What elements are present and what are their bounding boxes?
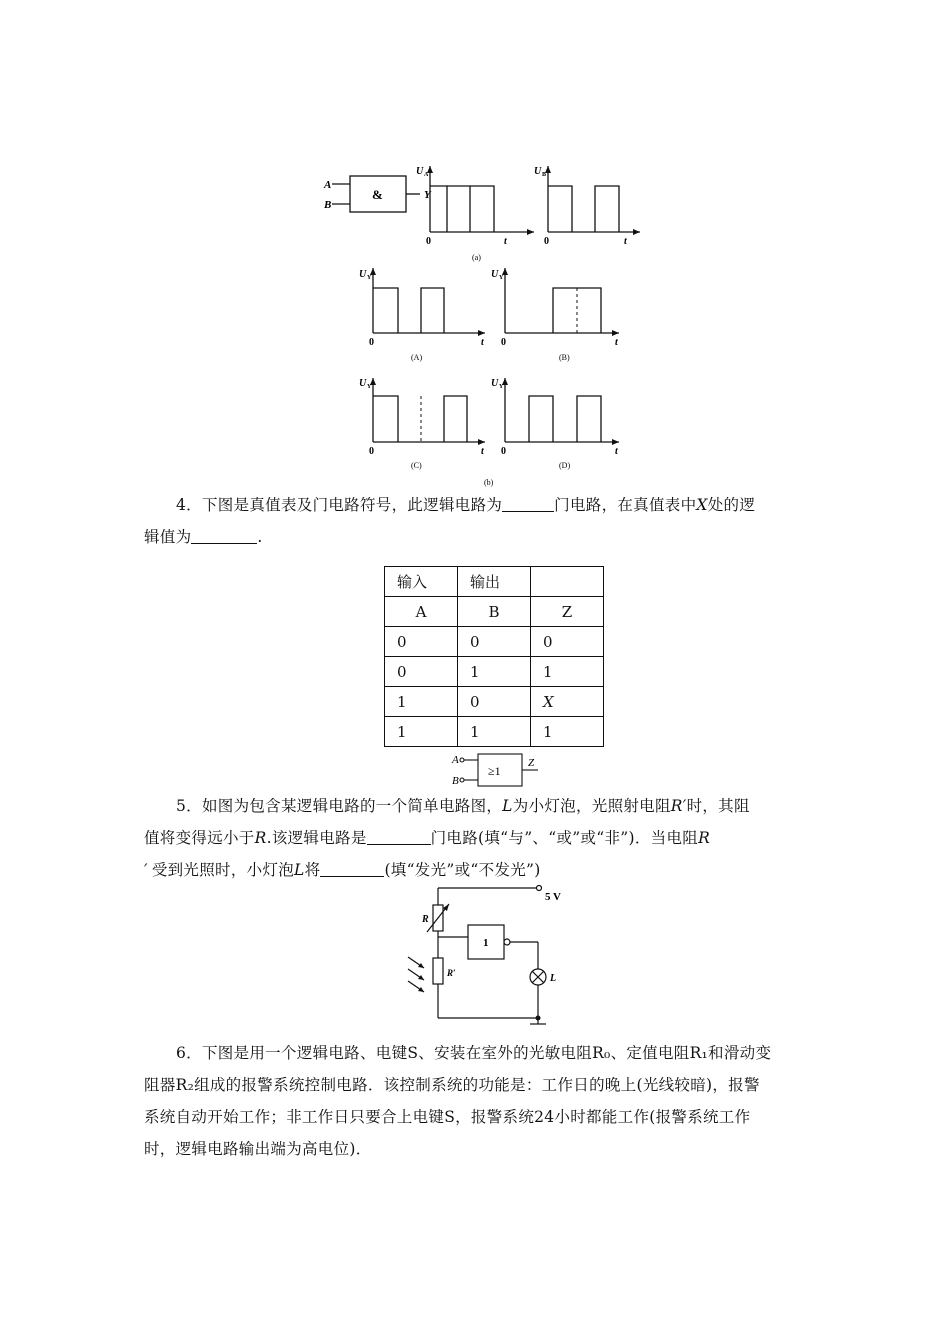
table-cell: 1: [458, 657, 531, 687]
uy-sub: Y: [367, 275, 372, 281]
table-row: [385, 597, 604, 627]
or-gate-symbol: [448, 750, 548, 790]
uy-label: U: [491, 269, 499, 280]
table-cell: 1: [385, 687, 458, 717]
q5-text: 时，其阻: [686, 797, 750, 815]
q5-text: 如图为包含某逻辑电路的一个简单电路图，: [201, 797, 503, 815]
t-axis: t: [481, 446, 484, 457]
question-number: 5．: [176, 797, 202, 815]
question-4: [144, 489, 812, 553]
and-symbol: &: [372, 187, 383, 202]
label-y: Y: [424, 189, 431, 201]
q4-text: 门电路，在真值表中: [554, 496, 697, 514]
r-label: R: [422, 914, 429, 925]
caption-b: (b): [484, 478, 494, 487]
table-header: [531, 567, 604, 597]
question-number: 6．: [176, 1044, 202, 1062]
question-6: [144, 1037, 812, 1165]
q5-text: 值将变得远小于: [144, 829, 255, 847]
circuit-diagram: [400, 880, 580, 1030]
question-5: [144, 790, 812, 886]
table-cell: 0: [458, 687, 531, 717]
q5-var: R: [254, 829, 267, 847]
table-cell: 0: [531, 627, 604, 657]
table-cell: 1: [531, 657, 604, 687]
option-b-label: (B): [559, 353, 570, 362]
figure-a: [320, 158, 640, 263]
q4-text: .: [257, 528, 263, 546]
q5-var: L: [294, 861, 305, 879]
q5-var: ′: [144, 861, 148, 879]
origin: 0: [501, 446, 506, 457]
gate-in-a: A: [452, 754, 459, 766]
q6-text: 下图是用一个逻辑电路、电键S、安装在室外的光敏电阻R₀、定值电阻R₁和滑动变: [201, 1044, 772, 1062]
q6-text: 系统自动开始工作；非工作日只要合上电键S，报警系统24小时都能工作(报警系统工作: [144, 1108, 751, 1126]
table-cell: 0: [385, 627, 458, 657]
t-axis: t: [615, 446, 618, 457]
answer-blank[interactable]: [367, 826, 431, 845]
q4-text: 辑值为: [144, 528, 192, 546]
table-row: [385, 687, 604, 717]
origin: 0: [501, 337, 506, 348]
caption-a: (a): [472, 253, 481, 262]
uy-sub: Y: [367, 384, 372, 390]
uy-sub: Y: [499, 384, 504, 390]
uy-label: U: [359, 378, 367, 389]
gate-label: ≥1: [488, 764, 501, 778]
q5-var: R: [698, 829, 711, 847]
q5-var: R′: [670, 797, 687, 815]
t-axis: t: [481, 337, 484, 348]
origin: 0: [369, 337, 374, 348]
gate-in-b: B: [452, 775, 459, 787]
uy-label: U: [359, 269, 367, 280]
table-row: [385, 567, 604, 597]
origin: 0: [426, 236, 431, 247]
q4-var-x: X: [696, 496, 708, 514]
gate-out-z: Z: [528, 757, 535, 769]
table-header: 输出: [458, 567, 531, 597]
gate-label: 1: [483, 937, 489, 949]
truth-table: [384, 566, 604, 747]
answer-blank[interactable]: [191, 525, 257, 544]
answer-blank[interactable]: [320, 858, 384, 877]
voltage-label: 5 V: [545, 891, 561, 903]
origin: 0: [369, 446, 374, 457]
q4-text: 下图是真值表及门电路符号，此逻辑电路为: [201, 496, 503, 514]
table-cell: Z: [531, 597, 604, 627]
table-cell: 1: [385, 717, 458, 747]
t-axis: t: [615, 337, 618, 348]
ub-sub: B: [542, 172, 547, 178]
table-cell: 0: [385, 657, 458, 687]
q5-text: .该逻辑电路是: [266, 829, 367, 847]
ub-label: U: [534, 166, 542, 177]
q5-text: 门电路(填“与”、“或”或“非”)．当电阻: [430, 829, 699, 847]
table-row: [385, 627, 604, 657]
option-d-label: (D): [559, 461, 571, 470]
table-row: [385, 717, 604, 747]
table-header: 输入: [385, 567, 458, 597]
option-c-label: (C): [411, 461, 422, 470]
table-cell: 1: [458, 717, 531, 747]
table-cell: 0: [458, 627, 531, 657]
label-b: B: [324, 199, 332, 211]
q5-text: (填“发光”或“不发光”): [384, 861, 541, 879]
l-label: L: [550, 973, 557, 984]
origin: 0: [544, 236, 549, 247]
q5-text: 将: [304, 861, 321, 879]
uy-label: U: [491, 378, 499, 389]
q5-text: 为小灯泡，光照射电阻: [512, 797, 671, 815]
t-axis: t: [624, 236, 627, 247]
t-axis: t: [504, 236, 507, 247]
q6-text: 时，逻辑电路输出端为高电位)．: [144, 1140, 372, 1158]
label-a: A: [324, 179, 332, 191]
ua-label: U: [416, 166, 424, 177]
option-a-label: (A): [411, 353, 423, 362]
table-cell: B: [458, 597, 531, 627]
question-number: 4．: [176, 496, 202, 514]
uy-sub: Y: [499, 275, 504, 281]
rp-label: R′: [447, 968, 456, 978]
q5-var: L: [502, 797, 513, 815]
q4-text: 处的逻: [707, 496, 756, 514]
q5-text: 受到光照时，小灯泡: [151, 861, 295, 879]
table-row: [385, 657, 604, 687]
table-cell: 1: [531, 717, 604, 747]
photoresistor-rp: [433, 958, 443, 984]
answer-blank[interactable]: [502, 493, 554, 512]
ua-sub: A: [424, 172, 429, 178]
figure-b: [355, 262, 635, 487]
table-cell: A: [385, 597, 458, 627]
table-cell: X: [531, 687, 604, 717]
q6-text: 阻器R₂组成的报警系统控制电路．该控制系统的功能是：工作日的晚上(光线较暗)，报警: [144, 1076, 760, 1094]
